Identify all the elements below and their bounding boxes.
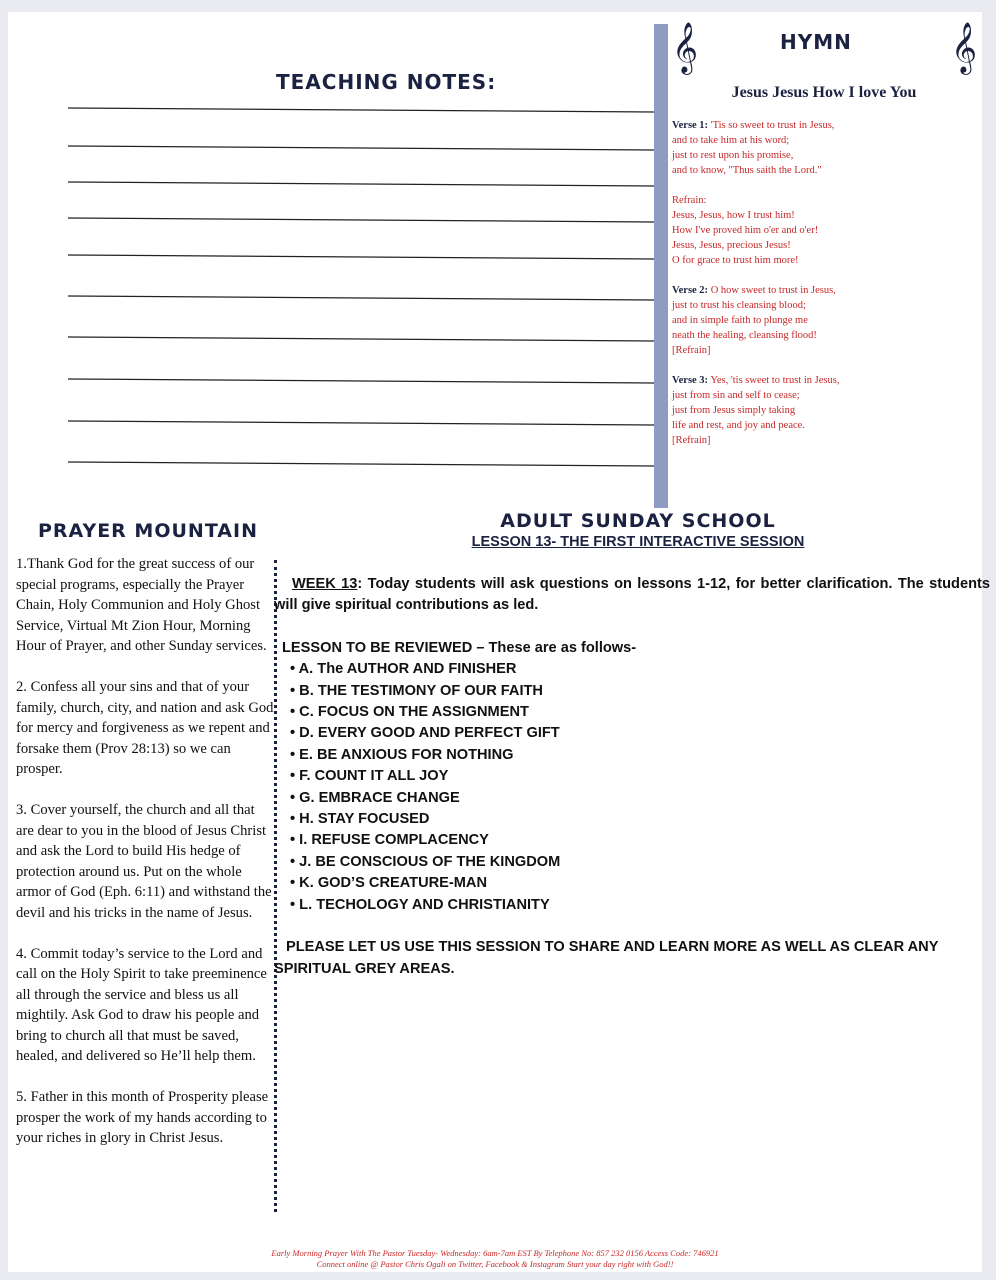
treble-clef-icon: 𝄞 [951,22,978,73]
refrain-line: How I've proved him o'er and o'er! [672,225,819,236]
list-item: • K. GOD’S CREATURE-MAN [290,873,990,894]
verse-1-line: and to know, "Thus saith the Lord." [672,165,822,176]
sunday-school-content [274,574,990,980]
prayer-mountain-title: PRAYER MOUNTAIN [38,520,258,542]
list-item: • A. The AUTHOR AND FINISHER [290,659,990,680]
note-line [68,337,654,341]
prayer-item: 5. Father in this month of Prosperity please prosper the work of my hands according to your riches in glory in Christ Jesus. [16,1089,269,1146]
verse-3-line: just from Jesus simply taking [672,405,796,416]
footer-line-2: Connect online @ Pastor Chris Ogali on Twitter, Facebook & Instagram Start your day right with God!! [316,1259,674,1269]
list-item: • F. COUNT IT ALL JOY [290,766,990,787]
hymn-title: HYMN [780,30,852,54]
verse-3-line: life and rest, and joy and peace. [672,420,805,431]
prayer-item: 3. Cover yourself, the church and all that are dear to you in the blood of Jesus Christ and ask the Lord to build His hedge of protection around us. Put on the whole armor of God (Eph. 6:11) and withstand the devil and his tricks in the name of Jesus. [16,802,272,921]
footer-line-1: Early Morning Prayer With The Pastor Tuesday- Wednesday: 6am-7am EST By Telephone No: 857 232 0156 Access Code: 746921 [271,1248,719,1258]
sunday-school-title: ADULT SUNDAY SCHOOL [500,510,776,532]
verse-2-line: Verse 2: O how sweet to trust in Jesus, [672,285,836,296]
list-item: • D. EVERY GOOD AND PERFECT GIFT [290,723,990,744]
hymn-song-title: Jesus Jesus How I love You [731,84,917,101]
verse-3-line: [Refrain] [672,435,711,446]
refrain-line: O for grace to trust him more! [672,255,799,266]
list-item: • J. BE CONSCIOUS OF THE KINGDOM [290,852,990,873]
verse-3-line: Verse 3: Yes, 'tis sweet to trust in Jesus, [672,375,840,386]
treble-clef-icon: 𝄞 [672,22,699,73]
note-line [68,255,654,259]
note-line [68,146,654,150]
verse-2-line: just to trust his cleansing blood; [672,300,806,311]
note-line [68,379,654,383]
list-item: • E. BE ANXIOUS FOR NOTHING [290,745,990,766]
verse-label: Verse 2: [672,285,709,296]
hymn-lyrics [672,118,982,448]
list-item: • H. STAY FOCUSED [290,809,990,830]
note-line [68,296,654,300]
week-label: WEEK 13 [292,576,358,592]
list-item: • B. THE TESTIMONY OF OUR FAITH [290,681,990,702]
note-line [68,462,654,466]
review-heading: LESSON TO BE REVIEWED – These are as follows- [282,639,637,656]
notes-lines-svg [8,12,668,492]
bulletin-page [8,12,990,1272]
teaching-notes-title: TEACHING NOTES: [276,70,497,94]
refrain-line: Jesus, Jesus, precious Jesus! [672,240,791,251]
closing-paragraph: PLEASE LET US USE THIS SESSION TO SHARE AND LEARN MORE AS WELL AS CLEAR ANY SPIRITUAL GREY AREAS. [274,939,939,977]
verse-label: Verse 1: [672,120,709,131]
week-paragraph [274,574,990,617]
note-line [68,182,654,186]
refrain-label: Refrain: [672,195,707,206]
verse-3-line: just from sin and self to cease; [672,390,800,401]
teaching-notes-lines [8,12,668,492]
lesson-list [274,659,990,916]
verse-2-line: neath the healing, cleansing flood! [672,330,817,341]
note-line [68,108,654,112]
verse-1-line: and to take him at his word; [672,135,790,146]
verse-label: Verse 3: [672,375,709,386]
verse-1-line: just to rest upon his promise, [672,150,794,161]
note-line [68,421,654,425]
list-item: • L. TECHOLOGY AND CHRISTIANITY [290,895,990,916]
list-item: • G. EMBRACE CHANGE [290,788,990,809]
footer [8,1248,982,1270]
verse-1-line: Verse 1: 'Tis so sweet to trust in Jesus, [672,120,835,131]
hymn-divider-bar [654,24,668,508]
week-text: : Today students will ask questions on lessons 1-12, for better clarification. The students will give spiritual contributions as led. [274,576,990,614]
lesson-subtitle: LESSON 13- THE FIRST INTERACTIVE SESSION [471,534,805,550]
prayer-item: 2. Confess all your sins and that of your family, church, city, and nation and ask God for mercy and forgiveness as we repent and forsake them (Prov 28:13) so we can prosper. [16,679,274,777]
refrain-line: Jesus, Jesus, how I trust him! [672,210,795,221]
prayer-item: 4. Commit today’s service to the Lord and call on the Holy Spirit to take preeminence all through the service and bless us all mightily. Ask God to draw his people and bring to church all that must be saved, healed, and delivered so He’ll help them. [16,945,267,1064]
list-item: • C. FOCUS ON THE ASSIGNMENT [290,702,990,723]
prayer-list [16,554,274,1169]
note-line [68,218,654,222]
list-item: • I. REFUSE COMPLACENCY [290,830,990,851]
prayer-item: 1.Thank God for the great success of our special programs, especially the Prayer Chain, Holy Communion and Holy Ghost Service, Virtual Mt Zion Hour, Morning Hour of Prayer, and other Sunday services. [16,556,267,654]
verse-2-line: and in simple faith to plunge me [672,315,808,326]
verse-2-line: [Refrain] [672,345,711,356]
